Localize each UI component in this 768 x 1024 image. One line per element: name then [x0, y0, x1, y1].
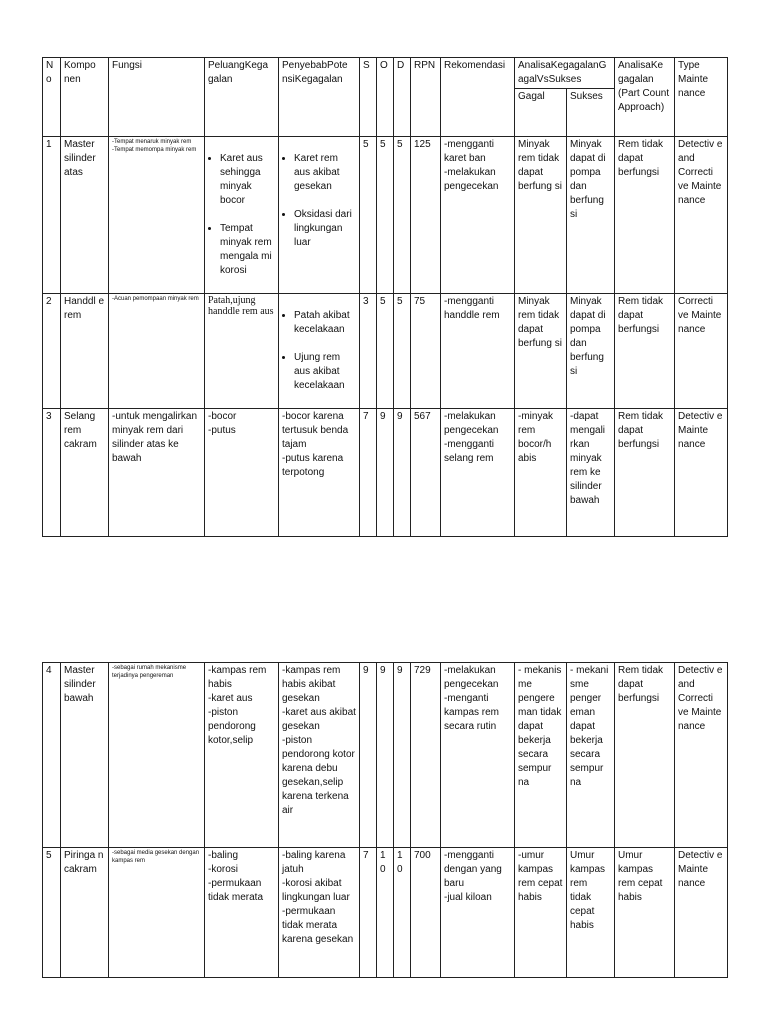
- table-row: [43, 848, 728, 978]
- cell-rekomendasi: -mengganti handdle rem: [441, 294, 515, 409]
- cell-d: 1 0: [394, 848, 411, 978]
- header-d: D: [394, 58, 411, 137]
- cell-penyebab: [279, 294, 360, 409]
- cell-gagal: -minyak rem bocor/h abis: [515, 409, 567, 537]
- cell-gagal: - mekanis me pengere man tidak dapat bekerja secara sempur na: [515, 663, 567, 848]
- cell-fungsi: -untuk mengalirkan minyak rem dari silinder atas ke bawah: [109, 409, 205, 537]
- cell-rpn: 75: [411, 294, 441, 409]
- cell-sukses: -dapat mengali rkan minyak rem ke silinder bawah: [567, 409, 615, 537]
- cell-komponen: Master silinder atas: [61, 137, 109, 294]
- list-item: • Ujung rem aus akibat kecelakaan: [294, 351, 356, 393]
- cell-peluang: Patah,ujung handdle rem aus: [205, 294, 279, 409]
- cell-rpn: 567: [411, 409, 441, 537]
- cell-o: 1 0: [377, 848, 394, 978]
- header-penyebab: PenyebabPote nsiKegagalan: [279, 58, 360, 137]
- table-row: [43, 409, 728, 537]
- cell-d: 5: [394, 137, 411, 294]
- header-s: S: [360, 58, 377, 137]
- list-item: • Karet aus sehingga minyak bocor: [220, 152, 275, 208]
- cell-analisa-part-count: Umur kampas rem cepat habis: [615, 848, 675, 978]
- cell-s: 3: [360, 294, 377, 409]
- header-rpn: RPN: [411, 58, 441, 137]
- list-item: • Tempat minyak rem mengala mi korosi: [220, 222, 275, 278]
- cell-komponen: Handdl e rem: [61, 294, 109, 409]
- cell-d: 9: [394, 663, 411, 848]
- cell-gagal: Minyak rem tidak dapat berfung si: [515, 294, 567, 409]
- cell-no: 3: [43, 409, 61, 537]
- cell-sukses: Minyak dapat di pompa dan berfung si: [567, 294, 615, 409]
- cell-analisa-part-count: Rem tidak dapat berfungsi: [615, 294, 675, 409]
- cell-type: Detectiv e Mainte nance: [675, 409, 728, 537]
- header-sukses: Sukses: [567, 89, 615, 137]
- cell-rekomendasi: -melakukan pengecekan -mengganti selang rem: [441, 409, 515, 537]
- cell-sukses: - mekani sme penger eman dapat bekerja secara sempur na: [567, 663, 615, 848]
- cell-type: Detectiv e and Correcti ve Mainte nance: [675, 663, 728, 848]
- list-item: • Karet rem aus akibat gesekan: [294, 152, 356, 194]
- header-rekomendasi: Rekomendasi: [441, 58, 515, 137]
- header-type: Type Mainte nance: [675, 58, 728, 137]
- cell-gagal: -umur kampas rem cepat habis: [515, 848, 567, 978]
- cell-komponen: Selang rem cakram: [61, 409, 109, 537]
- header-no: N o: [43, 58, 61, 137]
- cell-s: 5: [360, 137, 377, 294]
- cell-s: 9: [360, 663, 377, 848]
- cell-peluang: -baling -korosi -permukaan tidak merata: [205, 848, 279, 978]
- cell-o: 5: [377, 294, 394, 409]
- cell-o: 9: [377, 663, 394, 848]
- table-row: [43, 663, 728, 848]
- cell-analisa-part-count: Rem tidak dapat berfungsi: [615, 409, 675, 537]
- cell-rekomendasi: -mengganti dengan yang baru -jual kiloan: [441, 848, 515, 978]
- cell-analisa-part-count: Rem tidak dapat berfungsi: [615, 663, 675, 848]
- header-komponen: Kompo nen: [61, 58, 109, 137]
- cell-rekomendasi: -mengganti karet ban -melakukan pengecekan: [441, 137, 515, 294]
- cell-no: 2: [43, 294, 61, 409]
- header-analisa-gagal-vs-sukses: AnalisaKegagalanG agalVsSukses: [515, 58, 615, 89]
- cell-d: 5: [394, 294, 411, 409]
- cell-fungsi: -Acuan pemompaan minyak rem: [109, 294, 205, 409]
- cell-type: Correcti ve Mainte nance: [675, 294, 728, 409]
- cell-analisa-part-count: Rem tidak dapat berfungsi: [615, 137, 675, 294]
- cell-penyebab: -kampas rem habis akibat gesekan -karet aus akibat gesekan -piston pendorong kotor karena debu gesekan,selip karena terkena air: [279, 663, 360, 848]
- header-fungsi: Fungsi: [109, 58, 205, 137]
- header-gagal: Gagal: [515, 89, 567, 137]
- cell-fungsi: -sebagai rumah mekanisme terjadinya pengereman: [109, 663, 205, 848]
- cell-o: 5: [377, 137, 394, 294]
- cell-rpn: 700: [411, 848, 441, 978]
- cell-penyebab: [279, 137, 360, 294]
- cell-o: 9: [377, 409, 394, 537]
- header-analisa-part-count: AnalisaKe gagalan (Part Count Approach): [615, 58, 675, 137]
- cell-type: Detectiv e Mainte nance: [675, 848, 728, 978]
- list-item: • Oksidasi dari lingkungan luar: [294, 208, 356, 250]
- cell-no: 4: [43, 663, 61, 848]
- cell-d: 9: [394, 409, 411, 537]
- cell-fungsi: -Tempat menaruk minyak rem -Tempat memompa minyak rem: [109, 137, 205, 294]
- list-item: • Patah akibat kecelakaan: [294, 309, 356, 337]
- cell-rpn: 729: [411, 663, 441, 848]
- cell-rekomendasi: -melakukan pengecekan -menganti kampas rem secara rutin: [441, 663, 515, 848]
- cell-peluang: -kampas rem habis -karet aus -piston pendorong kotor,selip: [205, 663, 279, 848]
- cell-no: 5: [43, 848, 61, 978]
- cell-no: 1: [43, 137, 61, 294]
- fmea-table-2: [42, 662, 728, 978]
- cell-type: Detectiv e and Correcti ve Mainte nance: [675, 137, 728, 294]
- table-row: [43, 294, 728, 409]
- cell-komponen: Piringa n cakram: [61, 848, 109, 978]
- header-o: O: [377, 58, 394, 137]
- cell-peluang: [205, 137, 279, 294]
- cell-penyebab: -bocor karena tertusuk benda tajam -putus karena terpotong: [279, 409, 360, 537]
- cell-s: 7: [360, 409, 377, 537]
- cell-peluang: -bocor -putus: [205, 409, 279, 537]
- cell-komponen: Master silinder bawah: [61, 663, 109, 848]
- cell-fungsi: -sebagai media gesekan dengan kampas rem: [109, 848, 205, 978]
- fmea-table-1: [42, 57, 728, 537]
- cell-sukses: Umur kampas rem tidak cepat habis: [567, 848, 615, 978]
- table-row: [43, 137, 728, 294]
- cell-gagal: Minyak rem tidak dapat berfung si: [515, 137, 567, 294]
- cell-rpn: 125: [411, 137, 441, 294]
- cell-s: 7: [360, 848, 377, 978]
- cell-sukses: Minyak dapat di pompa dan berfung si: [567, 137, 615, 294]
- cell-penyebab: -baling karena jatuh -korosi akibat lingkungan luar -permukaan tidak merata karena gesekan: [279, 848, 360, 978]
- header-peluang: PeluangKega galan: [205, 58, 279, 137]
